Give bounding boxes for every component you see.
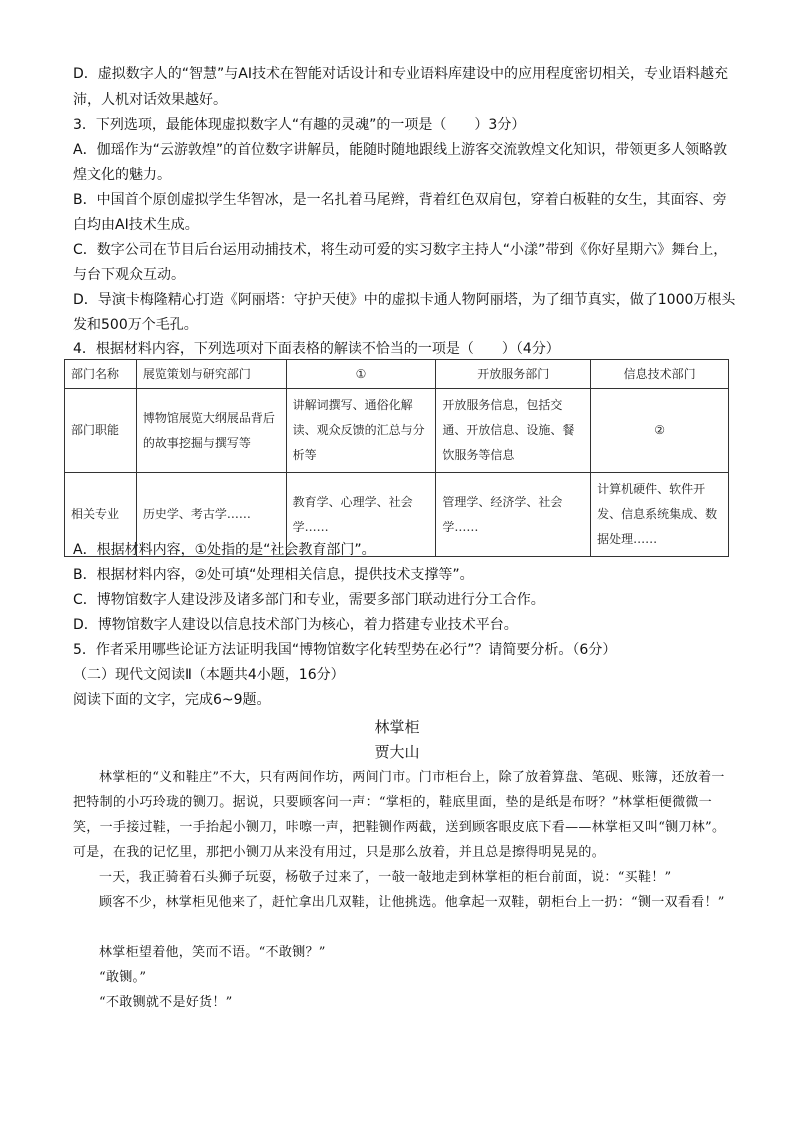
story-paragraph-4: 林掌柜望着他，笑而不语。“不敢铡？” (99, 945, 326, 960)
q4-option-d: D．博物馆数字人建设以信息技术部门为核心，着力搭建专业技术平台。 (73, 617, 518, 633)
table-cell: 管理学、经济学、社会学…… (436, 473, 591, 557)
table-cell: 教育学、心理学、社会学…… (286, 473, 436, 557)
q4-option-b: B．根据材料内容，②处可填“处理相关信息，提供技术支撑等”。 (73, 567, 474, 583)
section-2-heading: （二）现代文阅读Ⅱ（本题共4小题，16分） (73, 667, 345, 683)
q3-option-a-line1: A．伽瑶作为“云游敦煌”的首位数字讲解员，能随时随地跟线上游客交流敦煌文化知识，带领更多人领略敦 (73, 142, 728, 158)
table-cell: 开放服务信息，包括交通、开放信息、设施、餐饮服务等信息 (436, 389, 591, 473)
table-cell: 相关专业 (65, 473, 137, 557)
q2-option-d-line2: 沛，人机对话效果越好。 (73, 92, 227, 108)
table-cell: 历史学、考古学…… (136, 473, 286, 557)
reading-instruction: 阅读下面的文字，完成6~9题。 (73, 692, 271, 708)
table-cell: 部门职能 (65, 389, 137, 473)
question-5-stem: 5．作者采用哪些论证方法证明我国“博物馆数字化转型势在必行”？请简要分析。（6分） (73, 642, 617, 658)
q4-option-c: C．博物馆数字人建设涉及诸多部门和专业，需要多部门联动进行分工合作。 (73, 592, 545, 608)
story-title: 林掌柜 (374, 718, 420, 736)
q3-option-b-line2: 白均由AI技术生成。 (73, 217, 199, 233)
q3-option-b-line1: B．中国首个原创虚拟学生华智冰，是一名扎着马尾辫，背着红色双肩包，穿着白板鞋的女生，其面容、旁 (73, 192, 727, 208)
q4-option-a: A．根据材料内容，①处指的是“社会教育部门”。 (73, 542, 376, 558)
q3-option-c-line2: 与台下观众互动。 (73, 267, 185, 283)
story-paragraph-6: “不敢铡就不是好货！” (99, 995, 233, 1010)
story-paragraph-3: 顾客不少，林掌柜见他来了，赶忙拿出几双鞋，让他挑选。他拿起一双鞋，朝柜台上一扔：“铡一双看看！” (99, 895, 725, 910)
table-cell: 博物馆展览大纲展品背后的故事挖掘与撰写等 (136, 389, 286, 473)
question-3-stem: 3．下列选项，最能体现虚拟数字人“有趣的灵魂”的一项是（ ）3分） (73, 117, 526, 133)
q2-option-d-line1: D．虚拟数字人的“智慧”与AI技术在智能对话设计和专业语料库建设中的应用程度密切相关，专业语料越充 (73, 66, 728, 82)
table-header-cell: 信息技术部门 (591, 360, 729, 389)
table-cell: 讲解词撰写、通俗化解读、观众反馈的汇总与分析等 (286, 389, 436, 473)
q3-option-d-line1: D．导演卡梅隆精心打造《阿丽塔：守护天使》中的虚拟卡通人物阿丽塔，为了细节真实，做了1000万根头 (73, 292, 736, 308)
story-author: 贾大山 (374, 743, 420, 761)
table-header-cell: 部门名称 (65, 360, 137, 389)
table-header-cell: ① (286, 360, 436, 389)
table-cell: 计算机硬件、软件开发、信息系统集成、数据处理…… (591, 473, 729, 557)
q3-option-d-line2: 发和500万个毛孔。 (73, 317, 198, 333)
q3-option-c-line1: C．数字公司在节目后台运用动捕技术，将生动可爱的实习数字主持人“小漾”带到《你好星期六》舞台上， (73, 242, 728, 258)
story-paragraph-1: 林掌柜的“义和鞋庄”不大，只有两间作坊，两间门市。门市柜台上，除了放着算盘、笔砚、账簿，还放着一把特制的小巧玲珑的铡刀。据说，只要顾客问一声：“掌柜的，鞋底里面，垫的是纸是布呀？”林掌柜便微微一笑，一手接过鞋，一手抬起小铡刀，咔嚓一声，把鞋铡作两截，送到顾客眼皮底下看——林掌柜又叫“铡刀林”。可是，在我的记忆里，那把小铡刀从来没有用过，只是那么放着，并且总是擦得明晃晃的。 (73, 770, 726, 860)
table-header-row (65, 360, 729, 389)
table-row (65, 389, 729, 473)
question-4-stem: 4．根据材料内容，下列选项对下面表格的解读不恰当的一项是（ ）（4分） (73, 341, 560, 357)
story-paragraph-5: “敢铡。” (99, 970, 147, 985)
table-header-cell: 展览策划与研究部门 (136, 360, 286, 389)
department-table (64, 359, 729, 557)
q3-option-a-line2: 煌文化的魅力。 (73, 167, 171, 183)
story-paragraph-2: 一天，我正骑着石头狮子玩耍，杨敬子过来了，一敧一敧地走到林掌柜的柜台前面，说：“买鞋！” (99, 870, 672, 885)
table-header-cell: 开放服务部门 (436, 360, 591, 389)
table-cell: ② (591, 389, 729, 473)
